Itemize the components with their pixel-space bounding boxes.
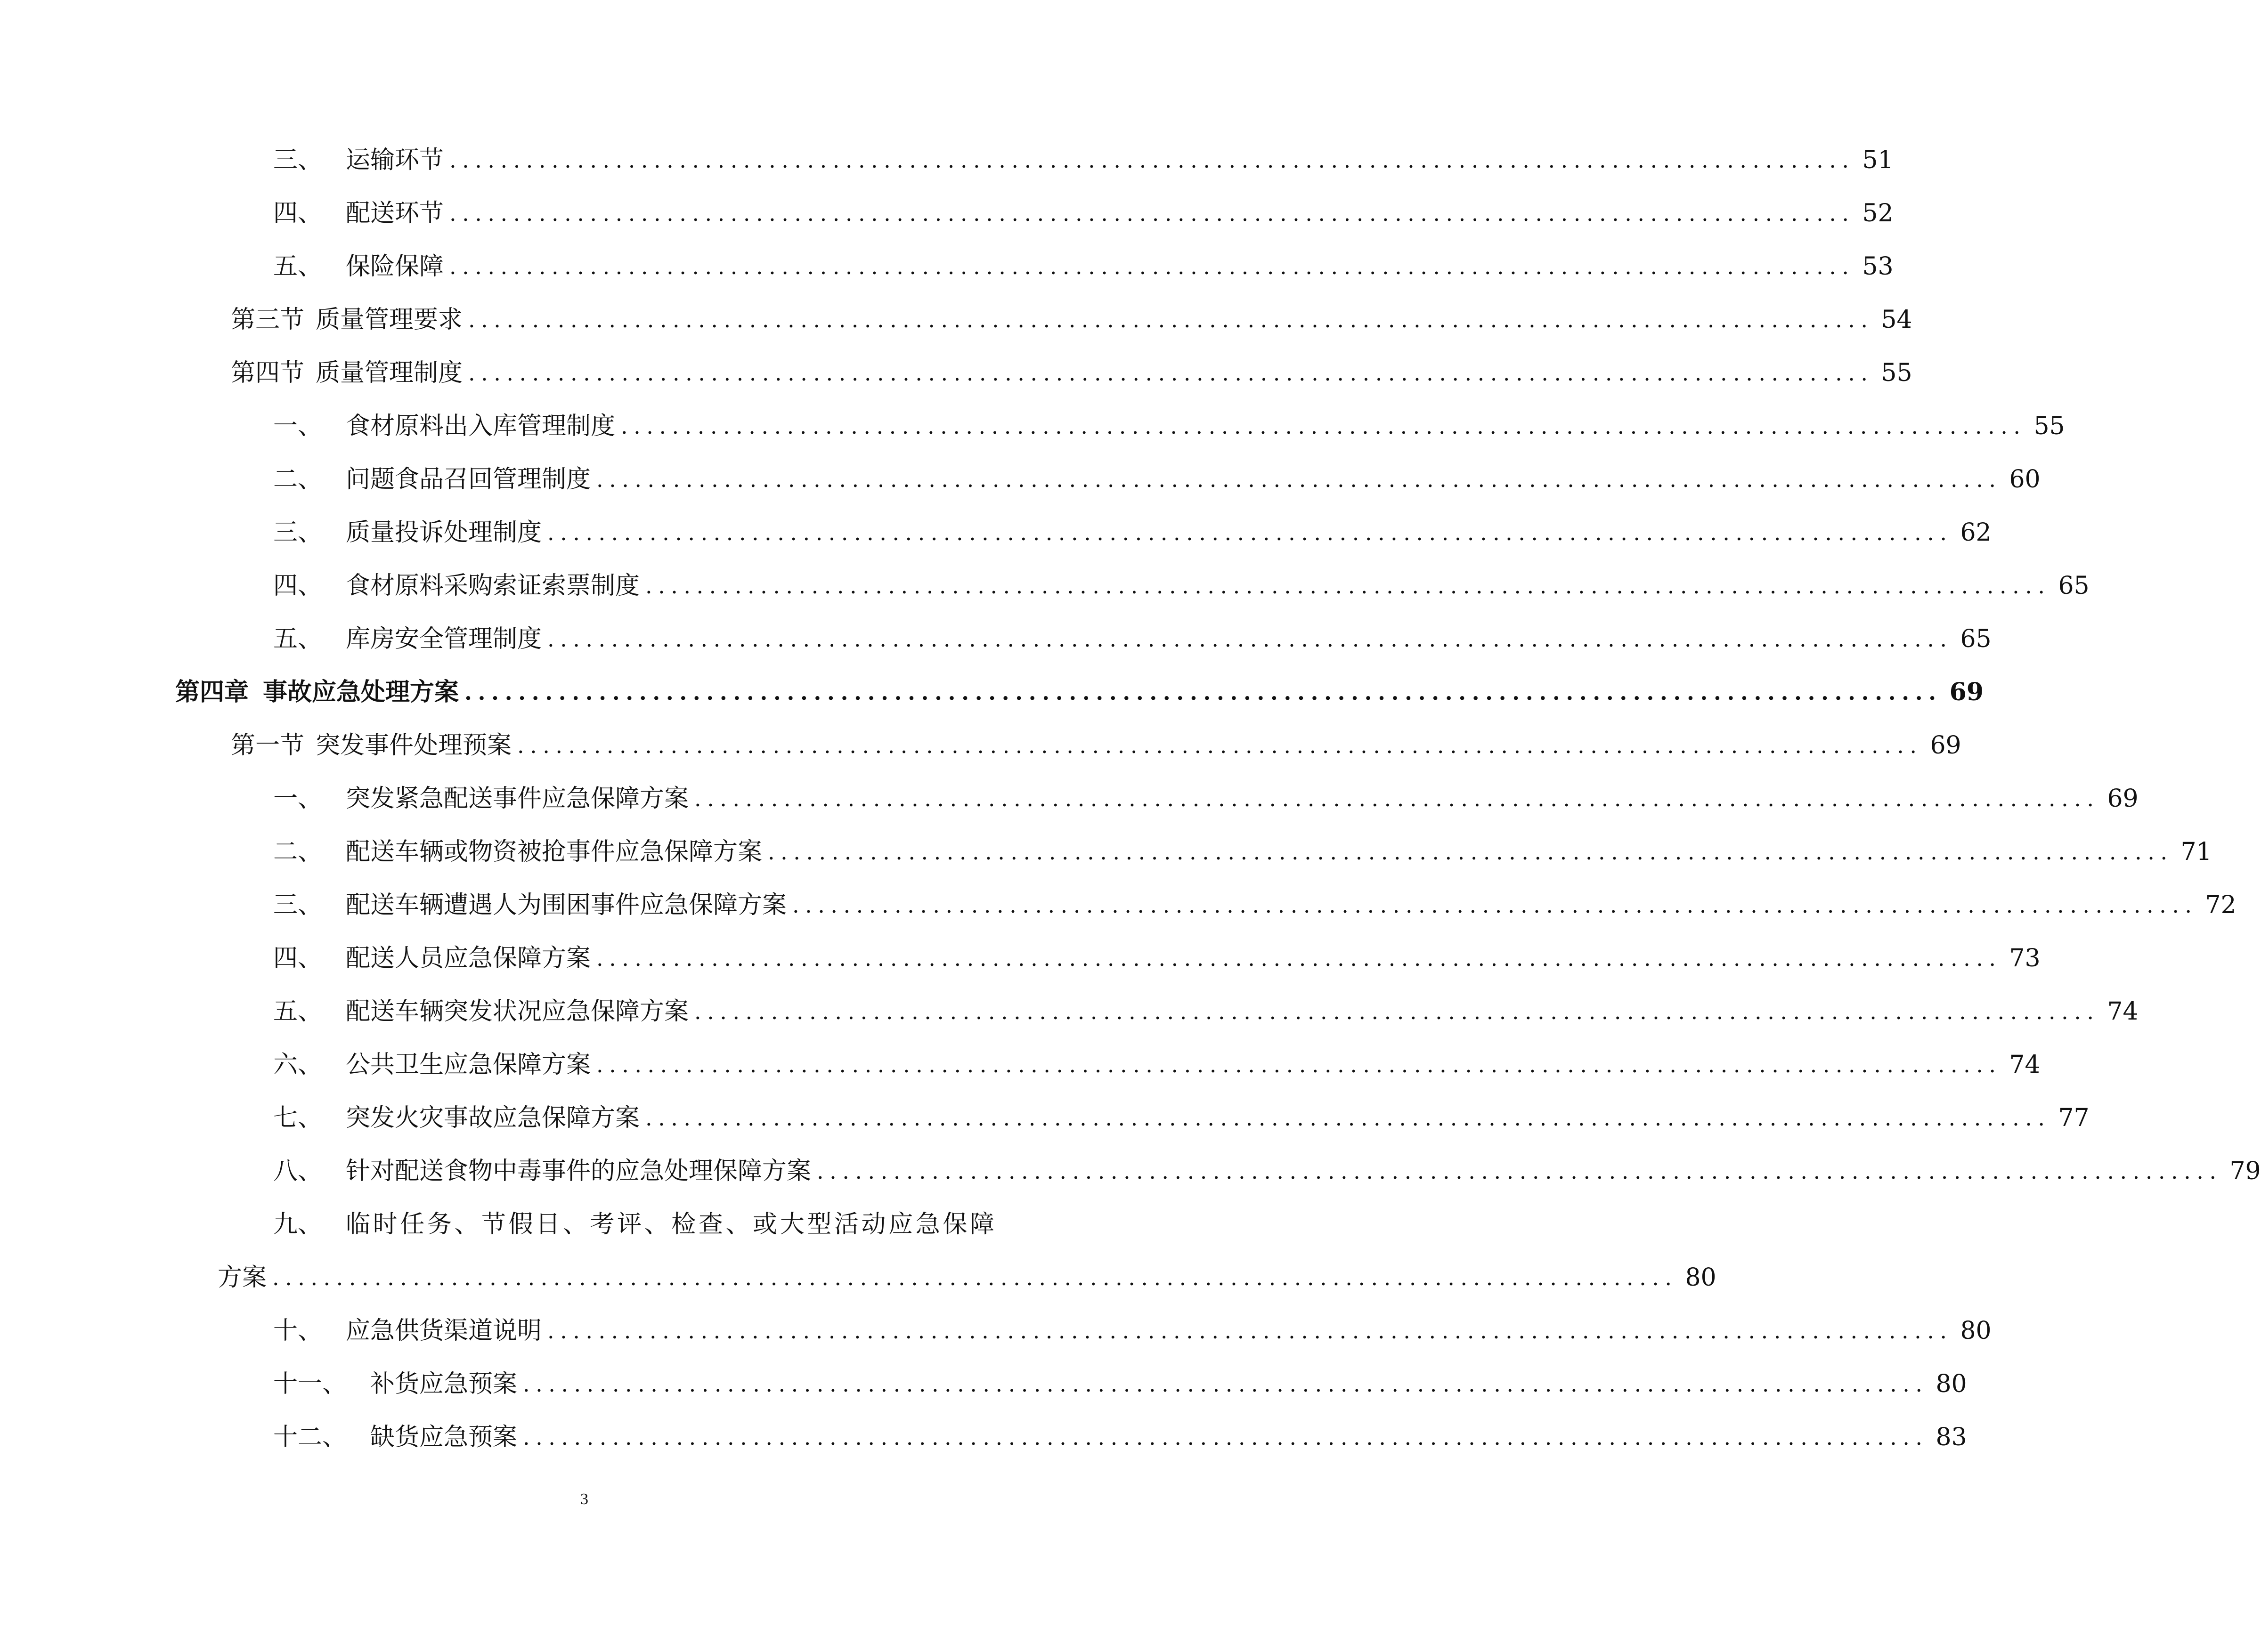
- page-number: 3: [580, 1490, 588, 1508]
- toc-entry-number: 十二、: [273, 1423, 347, 1451]
- toc-entry-title: 应急供货渠道说明: [346, 1317, 542, 1345]
- toc-entry-page: 60: [2009, 465, 2041, 494]
- toc-entry-page: 53: [1862, 252, 1894, 281]
- dot-leader: ..............................................................................................................: [547, 520, 1953, 545]
- dot-leader: ..............................................................................................................: [468, 307, 1874, 332]
- toc-entry-title: 针对配送食物中毒事件的应急处理保障方案: [346, 1157, 812, 1185]
- toc-entry[interactable]: [273, 190, 1894, 237]
- dot-leader: ..............................................................................................................: [547, 1318, 1953, 1344]
- toc-entry-number: 四、: [273, 199, 323, 227]
- toc-entry[interactable]: [273, 935, 2041, 982]
- toc-entry-title: 食材原料采购索证索票制度: [346, 572, 640, 600]
- toc-entry[interactable]: [273, 1041, 2041, 1088]
- toc-entry-title: 食材原料出入库管理制度: [346, 412, 616, 440]
- dot-leader: ..............................................................................................................: [645, 1105, 2051, 1131]
- toc-entry-page: 80: [1936, 1370, 1967, 1398]
- dot-leader: ..............................................................................................................: [449, 254, 1855, 279]
- toc-entry-number: 五、: [273, 625, 323, 653]
- toc-entry-page: 62: [1960, 518, 1992, 547]
- toc-entry-title: 公共卫生应急保障方案: [346, 1051, 591, 1079]
- toc-entry-page: 80: [1685, 1263, 1716, 1292]
- toc-entry-page: 69: [2107, 785, 2139, 813]
- toc-entry-title: 临时任务、节假日、考评、检查、或大型活动应急保障: [346, 1210, 994, 1239]
- toc-entry[interactable]: [273, 243, 1894, 290]
- toc-entry-title: 运输环节: [346, 146, 444, 174]
- toc-entry-title: 质量管理要求: [316, 306, 463, 334]
- dot-leader: ..............................................................................................................: [596, 1052, 2002, 1077]
- toc-entry-number: 第四章: [175, 678, 249, 706]
- toc-entry[interactable]: [273, 1094, 2090, 1142]
- toc-entry[interactable]: [273, 137, 1894, 184]
- toc-entry-number: 第三节: [231, 306, 305, 334]
- toc-entry-page: 55: [2033, 412, 2065, 440]
- dot-leader: ..............................................................................................................: [621, 413, 2026, 439]
- toc-entry[interactable]: [273, 509, 1992, 556]
- toc-entry-title: 事故应急处理方案: [263, 678, 459, 706]
- toc-entry-title: 配送车辆或物资被抢事件应急保障方案: [346, 838, 763, 866]
- toc-entry-page: 73: [2009, 944, 2041, 972]
- toc-entry-section[interactable]: [231, 296, 1912, 343]
- toc-entry-title: 配送环节: [346, 199, 444, 227]
- toc-entry-page: 55: [1881, 359, 1912, 387]
- toc-entry-page: 65: [1960, 625, 1992, 653]
- toc-entry-title: 质量管理制度: [316, 359, 463, 387]
- toc-entry-title: 配送人员应急保障方案: [346, 944, 591, 972]
- toc-entry-page: 71: [2180, 838, 2212, 866]
- dot-leader: ..............................................................................................................: [768, 839, 2173, 865]
- toc-entry-number: 十、: [273, 1317, 323, 1345]
- toc-entry-number: 八、: [273, 1157, 323, 1185]
- dot-leader: ..............................................................................................................: [523, 1425, 1928, 1450]
- dot-leader: ..............................................................................................................: [449, 201, 1855, 226]
- toc-entry-number: 七、: [273, 1104, 323, 1132]
- toc-entry-page: 83: [1936, 1423, 1967, 1451]
- toc-entry-number: 五、: [273, 252, 323, 281]
- toc-entry[interactable]: [273, 1148, 2261, 1195]
- toc-entry[interactable]: [273, 882, 2237, 929]
- dot-leader: ..............................................................................................................: [464, 680, 1942, 705]
- toc-entry-number: 三、: [273, 891, 323, 919]
- toc-entry-number: 四、: [273, 572, 323, 600]
- toc-entry-section[interactable]: [231, 722, 1961, 769]
- toc-entry[interactable]: [273, 1360, 1967, 1408]
- toc-entry[interactable]: [273, 775, 2139, 822]
- toc-entry[interactable]: [273, 456, 2041, 503]
- toc-entry-chapter[interactable]: [175, 669, 1984, 716]
- toc-entry-number: 二、: [273, 838, 323, 866]
- toc-entry-number: 一、: [273, 412, 323, 440]
- dot-leader: ..............................................................................................................: [694, 786, 2100, 811]
- toc-entry-title: 突发紧急配送事件应急保障方案: [346, 785, 689, 813]
- toc-entry[interactable]: [273, 828, 2212, 875]
- toc-entry-continuation[interactable]: [218, 1254, 1716, 1301]
- toc-entry-number: 二、: [273, 465, 323, 494]
- dot-leader: ..............................................................................................................: [449, 147, 1855, 173]
- toc-entry-page: 74: [2009, 1051, 2041, 1079]
- toc-entry-title: 保险保障: [346, 252, 444, 281]
- dot-leader: ..............................................................................................................: [547, 626, 1953, 652]
- toc-entry-number: 三、: [273, 146, 323, 174]
- toc-entry[interactable]: [273, 403, 2065, 450]
- toc-entry[interactable]: [273, 615, 1992, 663]
- toc-entry-page: 79: [2229, 1157, 2261, 1185]
- toc-entry-number: 六、: [273, 1051, 323, 1079]
- dot-leader: ..............................................................................................................: [792, 892, 2198, 918]
- toc-entry-page: 52: [1862, 199, 1894, 227]
- toc-entry-page: 80: [1960, 1317, 1992, 1345]
- toc-entry-title: 突发火灾事故应急保障方案: [346, 1104, 640, 1132]
- toc-entry-number: 三、: [273, 518, 323, 547]
- toc-entry-title: 配送车辆突发状况应急保障方案: [346, 997, 689, 1026]
- toc-entry-wrapped[interactable]: [273, 1201, 994, 1248]
- toc-entry-number: 九、: [273, 1210, 323, 1239]
- toc-entry-title: 配送车辆遭遇人为围困事件应急保障方案: [346, 891, 787, 919]
- toc-entry-section[interactable]: [231, 349, 1912, 397]
- toc-entry-title: 突发事件处理预案: [316, 731, 512, 760]
- toc-entry-number: 一、: [273, 785, 323, 813]
- dot-leader: ..............................................................................................................: [272, 1265, 1678, 1290]
- toc-entry-page: 77: [2058, 1104, 2090, 1132]
- toc-entry-page: 54: [1881, 306, 1912, 334]
- dot-leader: ..............................................................................................................: [645, 573, 2051, 599]
- toc-entry-number: 四、: [273, 944, 323, 972]
- toc-entry-title: 质量投诉处理制度: [346, 518, 542, 547]
- toc-entry-number: 第一节: [231, 731, 305, 760]
- toc-entry[interactable]: [273, 1307, 1992, 1354]
- toc-entry-page: 72: [2205, 891, 2237, 919]
- toc-entry-page: 74: [2107, 997, 2139, 1026]
- dot-leader: ..............................................................................................................: [817, 1158, 2222, 1184]
- toc-entry[interactable]: [273, 562, 2090, 609]
- toc-entry-page: 69: [1949, 678, 1984, 706]
- toc-entry-page: 69: [1930, 731, 1961, 760]
- toc-entry-number: 十一、: [273, 1370, 347, 1398]
- toc-entry-page: 51: [1862, 146, 1894, 174]
- toc-entry-title: 补货应急预案: [370, 1370, 518, 1398]
- dot-leader: ..............................................................................................................: [517, 733, 1923, 758]
- toc-entry[interactable]: [273, 988, 2139, 1035]
- toc-entry-page: 65: [2058, 572, 2090, 600]
- dot-leader: ..............................................................................................................: [468, 360, 1874, 386]
- toc-entry-title: 缺货应急预案: [370, 1423, 518, 1451]
- dot-leader: ..............................................................................................................: [694, 999, 2100, 1024]
- toc-entry-title-continuation: 方案: [218, 1263, 267, 1292]
- toc-entry-number: 第四节: [231, 359, 305, 387]
- dot-leader: ..............................................................................................................: [596, 467, 2002, 492]
- toc-entry[interactable]: [273, 1414, 1967, 1461]
- toc-entry-title: 库房安全管理制度: [346, 625, 542, 653]
- toc-entry-title: 问题食品召回管理制度: [346, 465, 591, 494]
- dot-leader: ..............................................................................................................: [596, 946, 2002, 971]
- toc-entry-number: 五、: [273, 997, 323, 1026]
- dot-leader: ..............................................................................................................: [523, 1371, 1928, 1397]
